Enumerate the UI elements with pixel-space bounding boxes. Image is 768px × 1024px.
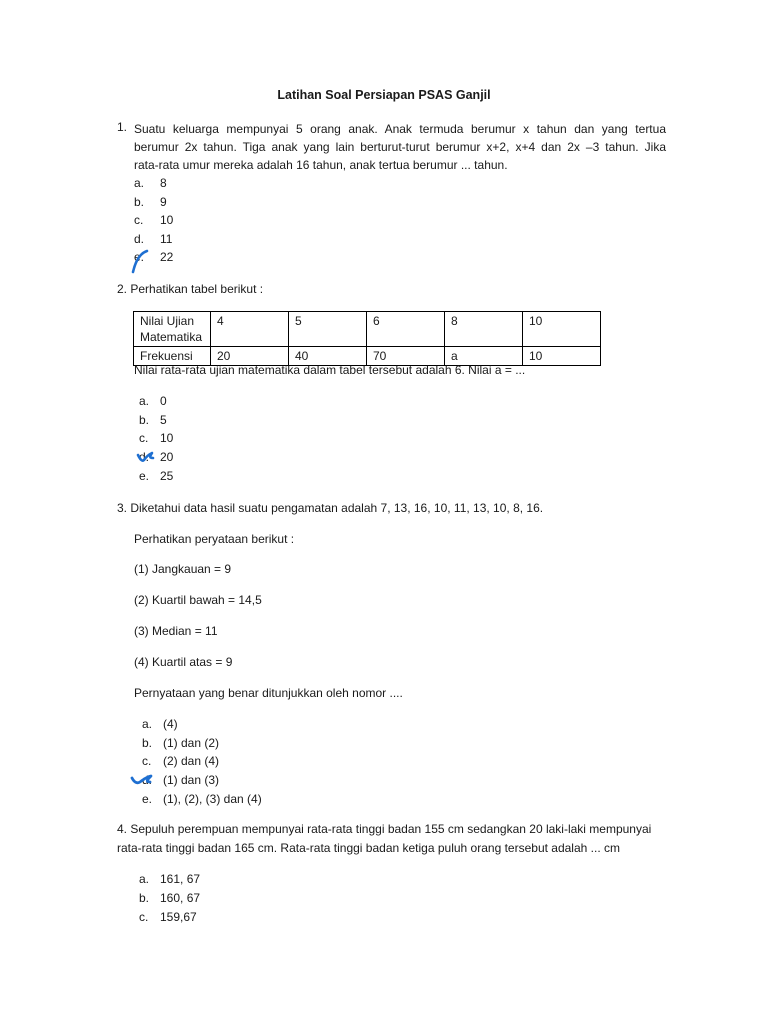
q3-statement-1: (1) Jangkauan = 9 [134, 562, 232, 576]
table-cell: a [445, 347, 523, 366]
data-table [133, 311, 601, 366]
table-cell: 5 [289, 312, 367, 347]
q3-question: Pernyataan yang benar ditunjukkan oleh nomor .... [134, 686, 403, 700]
q1-line-3: rata-rata umur mereka adalah 16 tahun, anak tertua berumur ... tahun. [134, 158, 508, 172]
q3-statement-3: (3) Median = 11 [134, 624, 218, 638]
table-cell: 6 [367, 312, 445, 347]
q3-statement-2: (2) Kuartil bawah = 14,5 [134, 593, 262, 607]
table-cell: 8 [445, 312, 523, 347]
q1-line-2: berumur 2x tahun. Tiga anak yang lain berturut-turut berumur x+2, x+4 dan 2x –3 tahun. Jika [134, 140, 666, 154]
table-cell: 70 [367, 347, 445, 366]
q1-line-1: Suatu keluarga mempunyai 5 orang anak. Anak termuda berumur x tahun dan yang tertua [134, 122, 666, 136]
table-header-cell: Frekuensi [134, 347, 211, 366]
q4-line-2: rata-rata tinggi badan 165 cm. Rata-rata tinggi badan ketiga puluh orang tersebut adalah ... cm [117, 841, 620, 855]
q2-question: Nilai rata-rata ujian matematika dalam tabel tersebut adalah 6. Nilai a = ... [134, 363, 526, 377]
page-title: Latihan Soal Persiapan PSAS Ganjil [277, 88, 491, 102]
table-cell: 20 [211, 347, 289, 366]
answer-checkmark-icon [128, 247, 152, 275]
table-cell: 4 [211, 312, 289, 347]
answer-checkmark-icon [129, 771, 155, 787]
q1-number: 1. [117, 120, 128, 134]
answer-checkmark-icon [135, 449, 157, 465]
q3-intro: 3. Diketahui data hasil suatu pengamatan adalah 7, 13, 16, 10, 11, 13, 10, 8, 16. [117, 501, 544, 515]
table-row [134, 312, 601, 347]
q4-line-1: 4. Sepuluh perempuan mempunyai rata-rata tinggi badan 155 cm sedangkan 20 laki-laki mempunyai [117, 822, 652, 836]
q3-statement-4: (4) Kuartil atas = 9 [134, 655, 233, 669]
q3-prompt: Perhatikan peryataan berikut : [134, 532, 295, 546]
q2-intro: 2. Perhatikan tabel berikut : [117, 282, 264, 296]
table-cell: 40 [289, 347, 367, 366]
table-cell: 10 [523, 347, 601, 366]
table-header-cell: Nilai Ujian Matematika [134, 312, 211, 347]
table-cell: 10 [523, 312, 601, 347]
